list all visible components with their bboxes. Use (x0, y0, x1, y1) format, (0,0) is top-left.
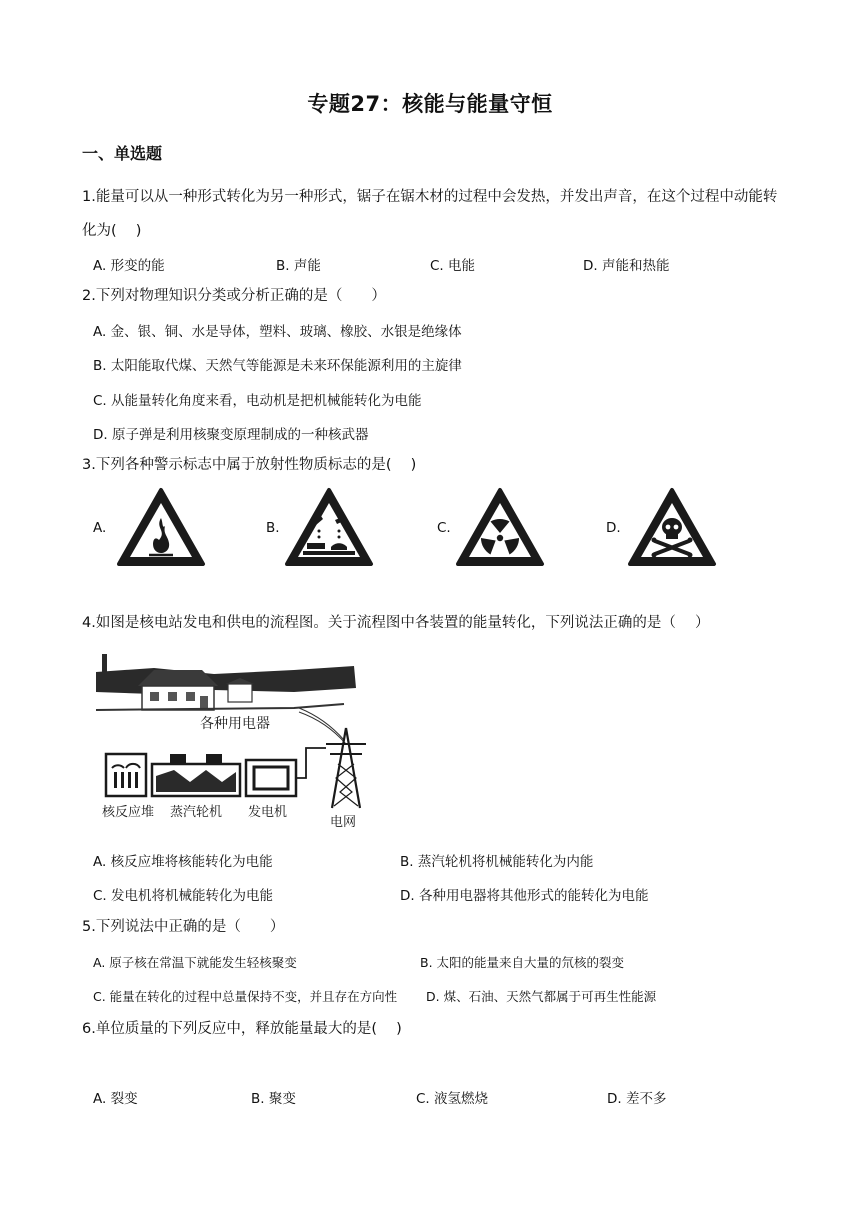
q6-option-c[interactable]: C. 液氢燃烧 (416, 1091, 489, 1107)
radioactive-warning-icon (454, 486, 546, 568)
q5-option-b[interactable]: B. 太阳的能量来自大量的氘核的裂变 (420, 955, 625, 970)
q2-option-a[interactable]: A. 金、银、铜、水是导体，塑料、玻璃、橡胶、水银是绝缘体 (93, 324, 462, 340)
question-4-stem: 4.如图是核电站发电和供电的流程图。关于流程图中各装置的能量转化，下列说法正确的是（ ） (82, 615, 710, 631)
q5-option-a[interactable]: A. 原子核在常温下就能发生轻核聚变 (93, 955, 297, 970)
q2-option-b[interactable]: B. 太阳能取代煤、天然气等能源是未来环保能源利用的主旋律 (93, 358, 462, 374)
q4-option-a[interactable]: A. 核反应堆将核能转化为电能 (93, 854, 273, 870)
figure-label-generator: 发电机 (248, 805, 288, 820)
figure-label-appliances: 各种用电器 (200, 716, 270, 732)
q4-option-b[interactable]: B. 蒸汽轮机将机械能转化为内能 (400, 854, 594, 870)
question-2-stem: 2.下列对物理知识分类或分析正确的是（ ） (82, 288, 386, 304)
figure-label-turbine: 蒸汽轮机 (170, 805, 223, 820)
question-3-stem: 3.下列各种警示标志中属于放射性物质标志的是( ) (82, 457, 417, 473)
q1-option-a[interactable]: A. 形变的能 (93, 258, 165, 274)
q1-option-b[interactable]: B. 声能 (276, 258, 321, 274)
q5-option-d[interactable]: D. 煤、石油、天然气都属于可再生性能源 (426, 989, 657, 1004)
page-title: 专题27：核能与能量守恒 (307, 92, 553, 116)
q1-option-d[interactable]: D. 声能和热能 (583, 258, 670, 274)
q6-option-a[interactable]: A. 裂变 (93, 1091, 138, 1107)
question-5-stem: 5.下列说法中正确的是（ ） (82, 919, 285, 935)
q3-option-a[interactable]: A. (93, 520, 107, 536)
q6-option-b[interactable]: B. 聚变 (251, 1091, 296, 1107)
question-6-stem: 6.单位质量的下列反应中，释放能量最大的是( ) (82, 1021, 402, 1037)
q2-option-c[interactable]: C. 从能量转化角度来看，电动机是把机械能转化为电能 (93, 393, 422, 409)
q2-option-d[interactable]: D. 原子弹是利用核聚变原理制成的一种核武器 (93, 427, 369, 443)
q3-option-b[interactable]: B. (266, 520, 280, 536)
q4-option-d[interactable]: D. 各种用电器将其他形式的能转化为电能 (400, 888, 649, 904)
corrosive-warning-icon (283, 486, 375, 568)
q3-option-c[interactable]: C. (437, 520, 451, 536)
q4-option-c[interactable]: C. 发电机将机械能转化为电能 (93, 888, 274, 904)
q5-option-c[interactable]: C. 能量在转化的过程中总量保持不变，并且存在方向性 (93, 989, 398, 1004)
toxic-skull-warning-icon (626, 486, 718, 568)
flammable-warning-icon (115, 486, 207, 568)
section-heading: 一、单选题 (82, 144, 163, 163)
q6-option-d[interactable]: D. 差不多 (607, 1091, 667, 1107)
figure-label-reactor: 核反应堆 (102, 805, 155, 820)
question-1-stem: 1.能量可以从一种形式转化为另一种形式，锯子在锯木材的过程中会发热，并发出声音，在这个过程中动能转化为( ) (82, 189, 778, 239)
nuclear-power-flow-figure (94, 648, 384, 837)
q1-option-c[interactable]: C. 电能 (430, 258, 476, 274)
figure-label-grid: 电网 (330, 815, 357, 830)
q3-option-d[interactable]: D. (606, 520, 621, 536)
